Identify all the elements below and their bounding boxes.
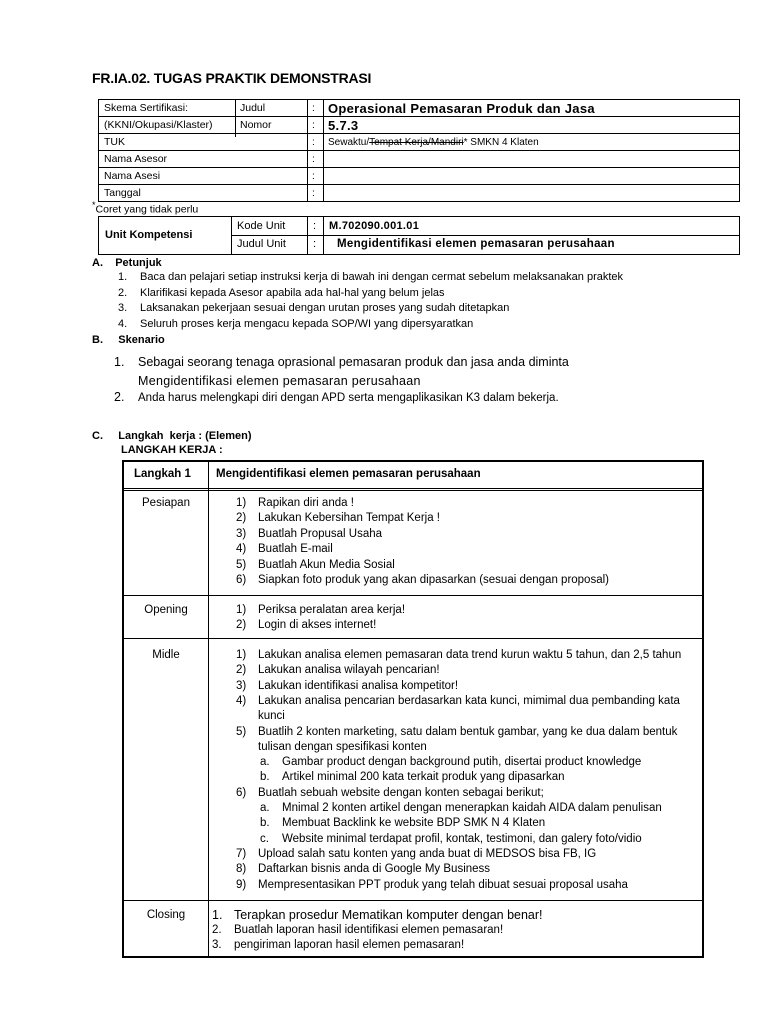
footnote-star: * (92, 200, 96, 210)
colon: : (312, 170, 315, 182)
langkah-header-title: Mengidentifikasi elemen pemasaran perusahaan (216, 468, 481, 480)
list-item: 1) Lakukan analisa elemen pemasaran data trend kurun waktu 5 tahun, dan 2,5 tahun (236, 649, 682, 661)
skenario-item: 2. Anda harus melengkapi diri dengan APD serta mengaplikasikan K3 dalam bekerja. (114, 390, 559, 404)
list-item: b. Membuat Backlink ke website BDP SMK N 4 Klaten (260, 817, 546, 830)
phase-label-pesiapan: Pesiapan (142, 497, 190, 509)
kode-unit-value: M.702090.001.01 (329, 220, 420, 232)
list-item: 7) Upload salah satu konten yang anda buat di MEDSOS bisa FB, IG (236, 847, 597, 860)
tuk-label: TUK (104, 136, 125, 148)
list-item: 3. pengiriman laporan hasil elemen pemasaran! (212, 939, 465, 951)
nomor-label: Nomor (240, 119, 272, 131)
list-item: 6) Siapkan foto produk yang akan dipasarkan (sesuai dengan proposal) (236, 574, 609, 586)
footnote (92, 200, 198, 216)
skema-row (99, 100, 739, 117)
tanggal-label: Tanggal (104, 187, 141, 199)
footnote-text: Coret yang tidak perlu (95, 203, 199, 216)
kkni-label: (KKNI/Okupasi/Klaster) (104, 119, 213, 131)
judul-unit-label: Judul Unit (237, 238, 286, 250)
petunjuk-item: 1. Baca dan pelajari setiap instruksi kerja di bawah ini dengan cermat sebelum melaksanakan praktek (118, 271, 624, 283)
phase-label-midle: Midle (152, 649, 180, 661)
petunjuk-item: 3. Laksanakan pekerjaan sesuai dengan urutan proses yang sudah ditetapkan (118, 302, 510, 314)
asesi-row (99, 168, 739, 185)
list-item: kunci (258, 710, 285, 723)
list-item: 3) Lakukan identifikasi analisa kompetitor! (236, 679, 459, 692)
asesi-label: Nama Asesi (104, 170, 161, 182)
nomor-value: 5.7.3 (328, 117, 359, 133)
list-item: 4) Buatlah E-mail (236, 543, 333, 555)
phase-label-closing: Closing (146, 909, 186, 921)
list-item: 8) Daftarkan bisnis anda di Google My Business (236, 863, 491, 876)
list-item: 1) Rapikan diri anda ! (236, 497, 354, 509)
list-item: 4) Lakukan analisa pencarian berdasarkan kata kunci, mimimal dua pembanding kata (236, 694, 680, 707)
list-item: 2) Login di akses internet! (236, 619, 377, 631)
tuk-value (323, 134, 539, 150)
list-item: a. Gambar product dengan background putih, disertai product knowledge (260, 756, 642, 769)
asesor-row (99, 151, 739, 168)
header-table (98, 99, 740, 202)
list-item: 5) Buatlah Akun Media Sosial (236, 559, 395, 571)
list-item: 6) Buatlah sebuah website dengan konten sebagai berikut; (236, 786, 544, 799)
list-item: 9) Mempresentasikan PPT produk yang telah dibuat sesuai proposal usaha (236, 878, 628, 891)
judul-label: Judul (240, 102, 266, 114)
colon: : (312, 119, 315, 131)
colon: : (313, 220, 317, 232)
kkni-row (99, 117, 739, 134)
skenario-item: 1. Sebagai seorang tenaga oprasional pemasaran produk dan jasa anda diminta (114, 355, 569, 369)
section-b-heading: B. Skenario (92, 334, 165, 346)
list-item: 1. Terapkan prosedur Mematikan komputer dengan benar! (212, 908, 543, 922)
langkah-header-label: Langkah 1 (134, 468, 191, 480)
skenario-item-continuation: Mengidentifikasi elemen pemasaran perusahaan (138, 374, 421, 388)
asesor-label: Nama Asesor (104, 153, 168, 165)
tuk-value-prefix: Sewaktu/ (328, 136, 370, 148)
colon: : (312, 136, 315, 148)
list-item: 2. Buatlah laporan hasil identifikasi elemen pemasaran! (212, 924, 504, 936)
list-item: 5) Buatlih 2 konten marketing, satu dalam bentuk gambar, yang ke dua dalam bentuk (236, 725, 678, 738)
list-item: b. Artikel minimal 200 kata terkait produk yang dipasarkan (260, 771, 565, 784)
list-item: a. Mnimal 2 konten artikel dengan menerapkan kaidah AIDA dalam penulisan (260, 802, 662, 814)
colon: : (312, 153, 315, 165)
petunjuk-item: 4. Seluruh proses kerja mengacu kepada SOP/WI yang dipersyaratkan (118, 318, 474, 330)
section-c-heading: C. Langkah kerja : (Elemen) (92, 430, 252, 442)
colon: : (313, 238, 317, 250)
list-item: 3) Buatlah Propusal Usaha (236, 528, 383, 540)
list-item: c. Website minimal terdapat profil, kontak, testimoni, dan galery foto/vidio (260, 832, 642, 845)
unit-kompetensi-label: Unit Kompetensi (105, 229, 193, 241)
document-title: FR.IA.02. TUGAS PRAKTIK DEMONSTRASI (92, 70, 372, 86)
petunjuk-item: 2. Klarifikasi kepada Asesor apabila ada hal-hal yang belum jelas (118, 287, 445, 299)
skema-label: Skema Sertifikasi: (104, 102, 189, 114)
judul-value: Operasional Pemasaran Produk dan Jasa (328, 100, 595, 116)
section-a-heading: A. Petunjuk (92, 257, 162, 269)
kode-unit-label: Kode Unit (237, 220, 286, 232)
colon: : (312, 102, 315, 114)
judul-unit-value: Mengidentifikasi elemen pemasaran perusahaan (337, 238, 615, 250)
list-item: 2) Lakukan Kebersihan Tempat Kerja ! (236, 512, 440, 524)
unit-kompetensi-table (98, 216, 740, 255)
list-item: tulisan dengan spesifikasi konten (258, 740, 427, 753)
tuk-row (99, 134, 739, 151)
langkah-kerja-table (122, 460, 704, 958)
section-c-subheading: LANGKAH KERJA : (121, 444, 223, 456)
list-item: 2) Lakukan analisa wilayah pencarian! (236, 664, 440, 677)
tanggal-row (99, 185, 739, 201)
colon: : (312, 187, 315, 199)
phase-label-opening: Opening (144, 604, 188, 616)
tuk-value-struck: Tempat Kerja/Mandiri (369, 136, 464, 148)
list-item: 1) Periksa peralatan area kerja! (236, 604, 406, 616)
tuk-value-suffix: * SMKN 4 Klaten (463, 136, 539, 148)
